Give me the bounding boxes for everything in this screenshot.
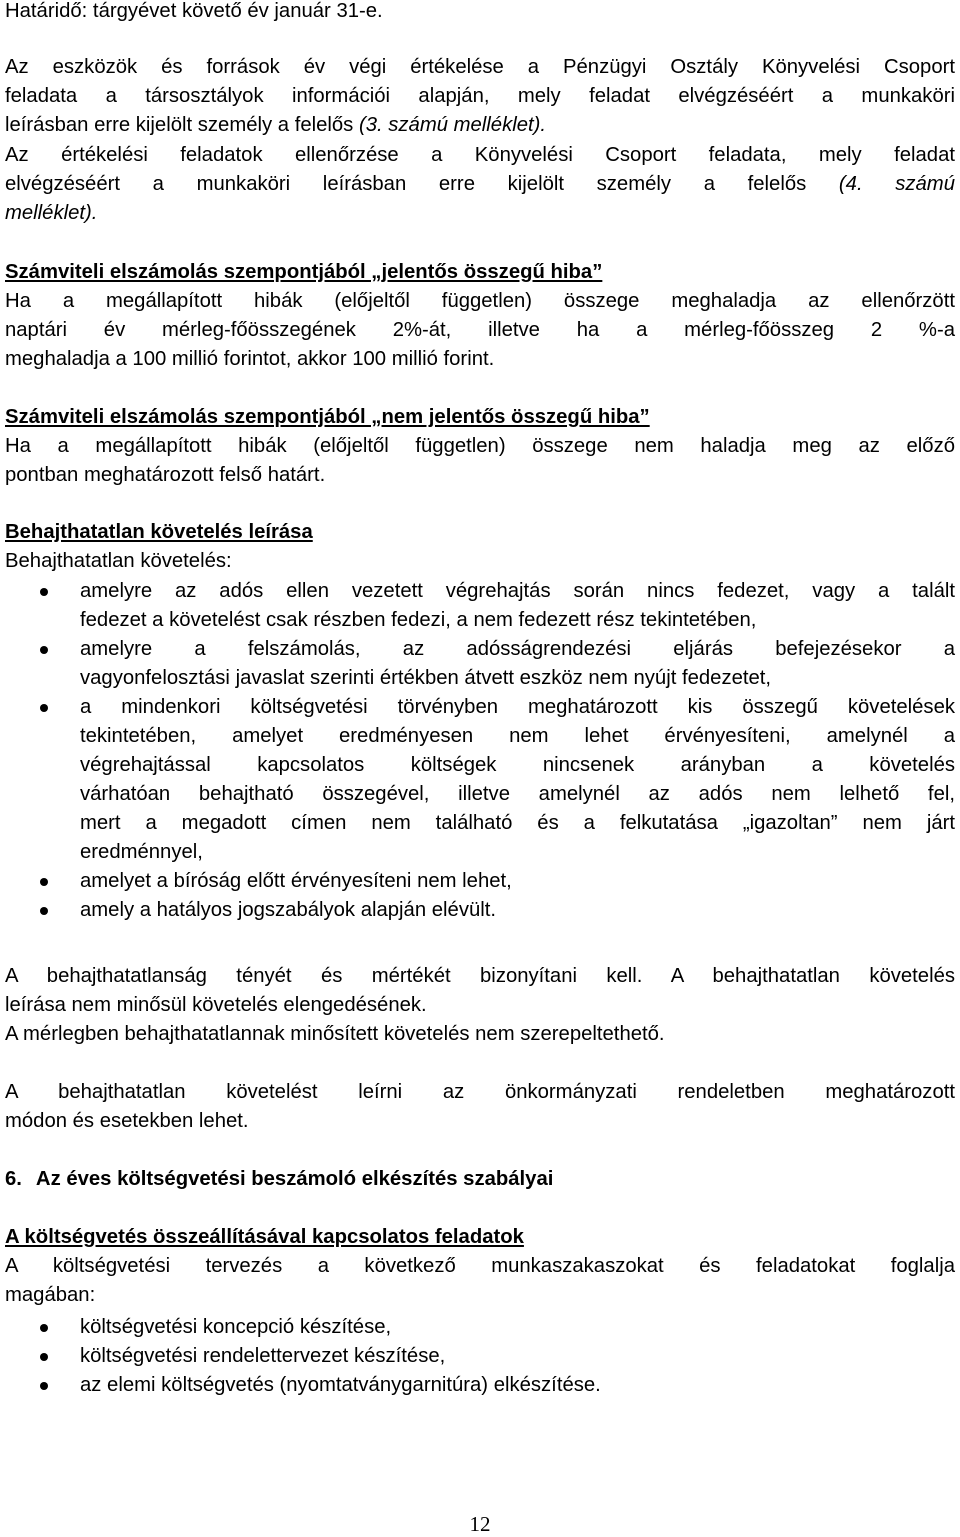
significant-error-line: Ha a megállapított hibák (előjeltől független) összege meghaladja az ellenőrzött xyxy=(5,290,955,312)
list-item: a mindenkori költségvetési törvényben meghatározott kis összegű követelések tekintetében, amelyet eredményesen nem lehet érvényesíteni, amelynél a végrehajtással kapcsolatos költségek nincsenek arányban a követelés várhatóan behajtható összegével, illetve amelynél az adós nem lelhető fel, mert a megadott címen nem található és a felkutatása „igazoltan” nem járt eredménnyel, xyxy=(0,693,955,867)
bad-debt-intro: Behajthatatlan követelés: xyxy=(5,550,232,572)
control-line: elvégzéséért a munkaköri leírásban erre kijelölt személy a felelős (4. számú xyxy=(5,173,955,195)
section-number: 6. xyxy=(5,1168,22,1190)
insignificant-error-line: Ha a megállapított hibák (előjeltől független) összege nem haladja meg az előző xyxy=(5,435,955,457)
bad-debt-list xyxy=(0,577,955,925)
section-title: Az éves költségvetési beszámoló elkészítés szabályai xyxy=(35,1168,554,1190)
annex-reference: (3. számú melléklet). xyxy=(358,114,547,136)
proof-line: leírása nem minősül követelés elengedésének. xyxy=(5,994,427,1016)
list-item: költségvetési rendelettervezet készítése, xyxy=(0,1342,955,1371)
annex-reference: melléklet). xyxy=(5,202,98,224)
bullet-icon xyxy=(40,1382,48,1390)
valuation-line: leírásban erre kijelölt személy a felelős (3. számú melléklet). xyxy=(5,114,547,136)
annex-reference: (4. számú xyxy=(838,173,955,195)
bullet-icon xyxy=(40,907,48,915)
control-paragraph xyxy=(5,141,955,228)
bad-debt-heading: Behajthatatlan követelés leírása xyxy=(5,521,313,543)
control-line: Az értékelési feladatok ellenőrzése a Könyvelési Csoport feladata, mely feladat xyxy=(5,144,955,166)
significant-error-line: naptári év mérleg-főösszegének 2%-át, illetve ha a mérleg-főösszeg 2 %-a xyxy=(5,319,955,341)
writeoff-line: A behajthatatlan követelést leírni az önkormányzati rendeletben meghatározott xyxy=(5,1081,955,1103)
list-item: költségvetési koncepció készítése, xyxy=(0,1313,955,1342)
budget-heading: A költségvetés összeállításával kapcsolatos feladatok xyxy=(5,1226,524,1248)
bullet-icon xyxy=(40,1353,48,1361)
deadline-line: Határidő: tárgyévet követő év január 31-e. xyxy=(5,0,383,22)
section-heading xyxy=(5,1165,955,1194)
valuation-line: Az eszközök és források év végi értékelése a Pénzügyi Osztály Könyvelési Csoport xyxy=(5,56,955,78)
list-item: amelyet a bíróság előtt érvényesíteni nem lehet, xyxy=(0,867,955,896)
balance-note: A mérlegben behajthatatlannak minősített követelés nem szerepeltethető. xyxy=(5,1023,665,1045)
bullet-icon xyxy=(40,1324,48,1332)
page-number: 12 xyxy=(469,1512,491,1536)
list-item: amelyre a felszámolás, az adósságrendezési eljárás befejezésekor a vagyonfelosztási javaslat szerinti értékben átvett eszköz nem nyújt fedezetet, xyxy=(0,635,955,693)
proof-paragraph xyxy=(5,962,955,1049)
bullet-icon xyxy=(40,588,48,596)
budget-line: A költségvetési tervezés a következő munkaszakaszokat és feladatokat foglalja xyxy=(5,1255,955,1277)
bullet-icon xyxy=(40,878,48,886)
budget-list xyxy=(0,1313,955,1400)
budget-section xyxy=(5,1223,955,1310)
writeoff-paragraph xyxy=(5,1078,955,1136)
significant-error-line: meghaladja a 100 millió forintot, akkor 100 millió forint. xyxy=(5,348,495,370)
writeoff-line: módon és esetekben lehet. xyxy=(5,1110,249,1132)
valuation-line: feladata a társosztályok információi alapján, mely feladat elvégzéséért a munkaköri xyxy=(5,85,955,107)
insignificant-error-section xyxy=(5,403,955,490)
budget-line: magában: xyxy=(5,1284,96,1306)
proof-line: A behajthatatlanság tényét és mértékét bizonyítani kell. A behajthatatlan követelés xyxy=(5,965,955,987)
significant-error-section xyxy=(5,258,955,374)
bullet-icon xyxy=(40,704,48,712)
list-item: amely a hatályos jogszabályok alapján elévült. xyxy=(0,896,955,925)
insignificant-error-heading: Számviteli elszámolás szempontjából „nem jelentős összegű hiba” xyxy=(5,406,650,428)
insignificant-error-line: pontban meghatározott felső határt. xyxy=(5,464,326,486)
bullet-icon xyxy=(40,646,48,654)
list-item: az elemi költségvetés (nyomtatványgarnitúra) elkészítése. xyxy=(0,1371,955,1400)
valuation-paragraph xyxy=(5,53,955,140)
bad-debt-section xyxy=(5,518,955,576)
list-item: amelyre az adós ellen vezetett végrehajtás során nincs fedezet, vagy a talált fedezet a követelést csak részben fedezi, a nem fedezett rész tekintetében, xyxy=(0,577,955,635)
significant-error-heading: Számviteli elszámolás szempontjából „jelentős összegű hiba” xyxy=(5,261,603,283)
